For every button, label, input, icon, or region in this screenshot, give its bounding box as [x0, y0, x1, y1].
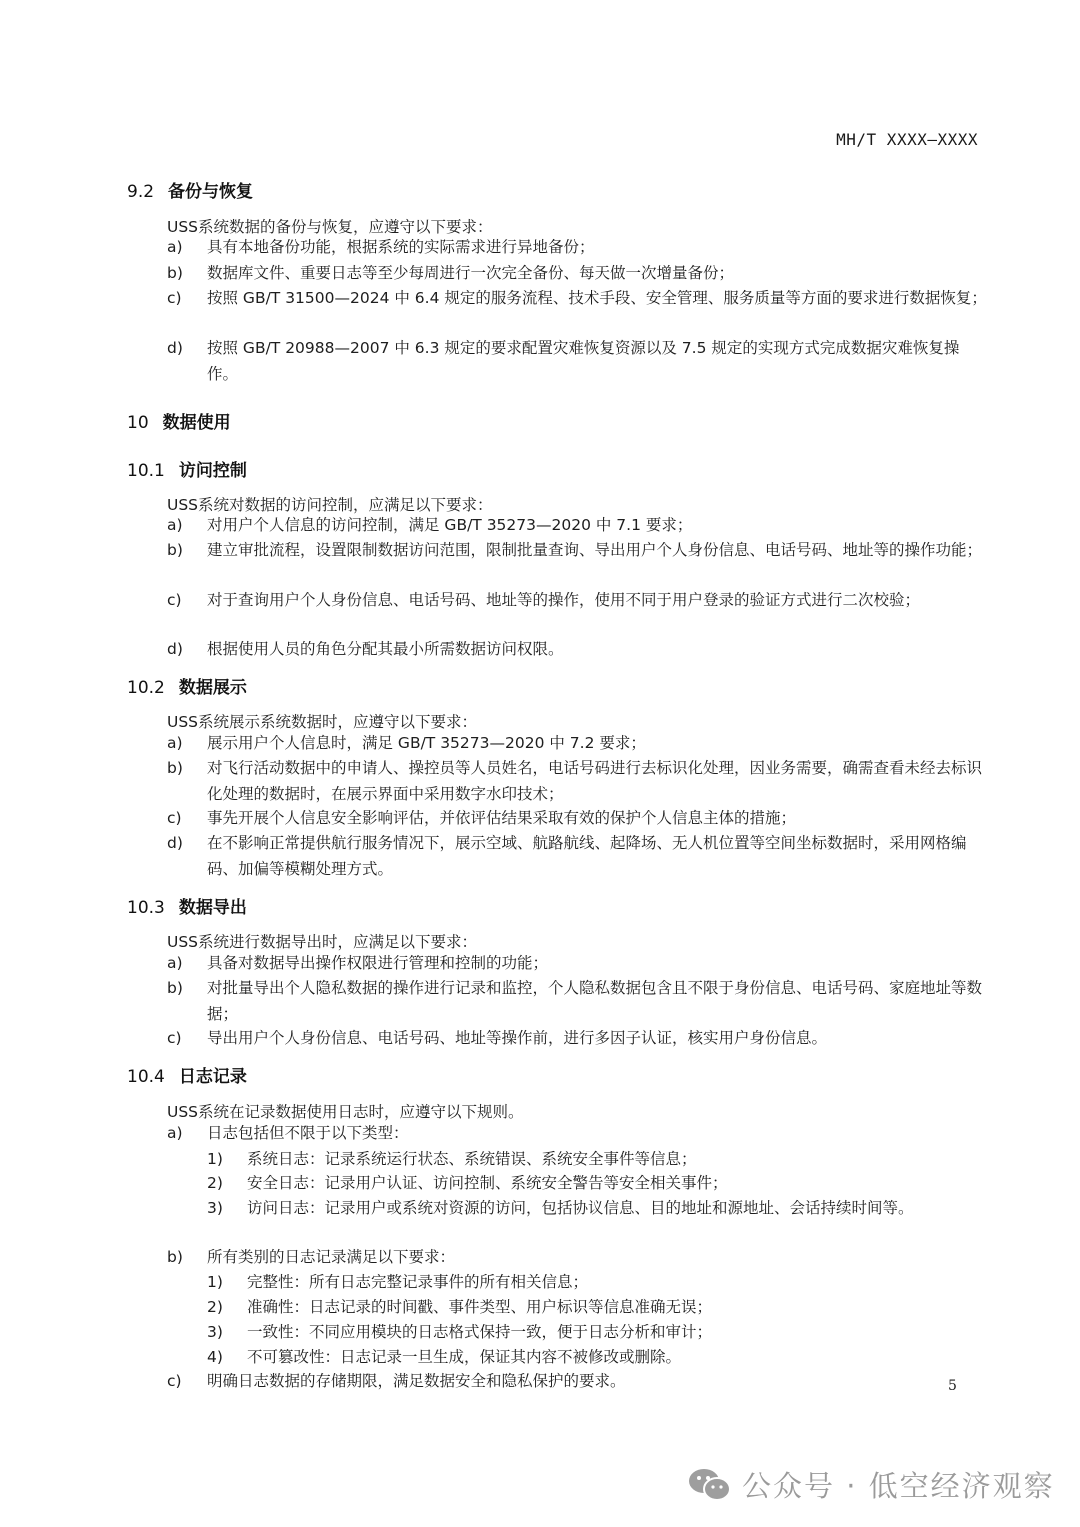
item-label: c) [167, 1372, 182, 1390]
section-intro: USS系统展示系统数据时，应遵守以下要求： [167, 713, 478, 731]
item-text: 导出用户个人身份信息、电话号码、地址等操作前，进行多因子认证，核实用户身份信息。 [207, 1029, 828, 1047]
item-label: d) [167, 834, 183, 852]
item-text: 准确性：日志记录的时间戳、事件类型、用户标识等信息准确无误； [247, 1298, 713, 1316]
item-text: 明确日志数据的存储期限，满足数据安全和隐私保护的要求。 [207, 1372, 626, 1390]
section-title: 备份与恢复 [168, 182, 254, 202]
item-label: 2) [207, 1174, 223, 1192]
item-text: 不可篡改性：日志记录一旦生成，保证其内容不被修改或删除。 [247, 1348, 682, 1366]
section-title: 日志记录 [178, 1067, 247, 1087]
item-label: a) [167, 954, 183, 972]
list-item [167, 830, 987, 882]
item-text: 展示用户个人信息时，满足 GB/T 35273—2020 中 7.2 要求； [207, 734, 646, 752]
item-label: 1) [207, 1273, 223, 1291]
item-text: 完整性：所有日志完整记录事件的所有相关信息； [247, 1273, 589, 1291]
item-label: a) [167, 516, 183, 534]
wechat-icon [688, 1467, 732, 1503]
item-text: 日志包括但不限于以下类型： [207, 1124, 409, 1142]
sub-list-item [207, 1319, 987, 1345]
item-label: a) [167, 734, 183, 752]
item-label: b) [167, 264, 183, 282]
item-label: c) [167, 809, 182, 827]
item-text: 对飞行活动数据中的申请人、操控员等人员姓名，电话号码进行去标识化处理，因业务需要，确需查看未经去标识化处理的数据时，在展示界面中采用数字水印技术； [207, 759, 983, 803]
item-text: 对于查询用户个人身份信息、电话号码、地址等的操作，使用不同于用户登录的验证方式进行二次校验； [207, 591, 921, 609]
item-label: 3) [207, 1323, 223, 1341]
item-text: 按照 GB/T 20988—2007 中 6.3 规定的要求配置灾难恢复资源以及 7.5 规定的实现方式完成数据灾难恢复操作。 [207, 339, 960, 383]
list-item [167, 587, 987, 613]
item-label: d) [167, 640, 183, 658]
section-intro: USS系统数据的备份与恢复，应遵守以下要求： [167, 218, 493, 236]
sub-list-item [207, 1269, 987, 1295]
item-label: 4) [207, 1348, 223, 1366]
item-text: 系统日志：记录系统运行状态、系统错误、系统安全事件等信息； [247, 1150, 697, 1168]
section-title: 数据使用 [162, 413, 231, 433]
item-label: 2) [207, 1298, 223, 1316]
sub-list-item [207, 1344, 987, 1370]
section-number: 10.4 [127, 1067, 165, 1087]
item-label: d) [167, 339, 183, 357]
item-text: 安全日志：记录用户认证、访问控制、系统安全警告等安全相关事件； [247, 1174, 728, 1192]
item-text: 所有类别的日志记录满足以下要求： [207, 1248, 456, 1266]
item-text: 事先开展个人信息安全影响评估，并依评估结果采取有效的保护个人信息主体的措施； [207, 809, 797, 827]
item-label: c) [167, 1029, 182, 1047]
list-item [167, 975, 987, 1027]
sub-list-item [207, 1170, 987, 1196]
item-text: 具有本地备份功能，根据系统的实际需求进行异地备份； [207, 238, 595, 256]
item-text: 对用户个人信息的访问控制，满足 GB/T 35273—2020 中 7.1 要求； [207, 516, 693, 534]
section-number: 10.1 [127, 461, 165, 481]
list-item [167, 260, 987, 286]
watermark-text: 公众号 · 低空经济观察 [742, 1469, 1055, 1503]
list-item [167, 537, 987, 563]
list-item [167, 285, 987, 311]
section-heading-10-1 [127, 456, 247, 481]
section-heading-10 [127, 408, 231, 433]
list-item [167, 730, 987, 756]
item-text: 在不影响正常提供航行服务情况下，展示空域、航路航线、起降场、无人机位置等空间坐标数据时，采用网格编码、加偏等模糊处理方式。 [207, 834, 967, 878]
list-item [167, 1120, 987, 1146]
item-label: c) [167, 289, 182, 307]
section-intro: USS系统进行数据导出时，应满足以下要求： [167, 933, 478, 951]
section-title: 数据展示 [178, 678, 247, 698]
section-intro: USS系统对数据的访问控制，应满足以下要求： [167, 496, 493, 514]
list-item [167, 805, 987, 831]
list-item [167, 755, 987, 807]
watermark [688, 1464, 1055, 1505]
item-text: 一致性：不同应用模块的日志格式保持一致，便于日志分析和审计； [247, 1323, 713, 1341]
item-label: a) [167, 238, 183, 256]
item-text: 根据使用人员的角色分配其最小所需数据访问权限。 [207, 640, 564, 658]
list-item [167, 512, 987, 538]
section-heading-10-2 [127, 673, 247, 698]
list-item [167, 335, 987, 387]
document-code: MH/T XXXX—XXXX [836, 130, 978, 149]
item-label: b) [167, 1248, 183, 1266]
list-item [167, 1025, 987, 1051]
list-item [167, 636, 987, 662]
item-text: 数据库文件、重要日志等至少每周进行一次完全备份、每天做一次增量备份； [207, 264, 735, 282]
section-heading-9-2 [127, 177, 253, 202]
item-label: 1) [207, 1150, 223, 1168]
item-text: 建立审批流程，设置限制数据访问范围，限制批量查询、导出用户个人身份信息、电话号码、地址等的操作功能； [207, 541, 983, 559]
section-number: 10 [127, 413, 149, 433]
item-text: 访问日志：记录用户或系统对资源的访问，包括协议信息、目的地址和源地址、会话持续时间等。 [247, 1199, 914, 1217]
section-title: 数据导出 [178, 898, 247, 918]
section-intro: USS系统在记录数据使用日志时，应遵守以下规则。 [167, 1103, 524, 1121]
section-number: 10.3 [127, 898, 165, 918]
section-heading-10-3 [127, 893, 247, 918]
page-number: 5 [948, 1378, 957, 1394]
item-label: b) [167, 759, 183, 777]
item-label: b) [167, 541, 183, 559]
item-label: 3) [207, 1199, 223, 1217]
list-item [167, 950, 987, 976]
item-label: c) [167, 591, 182, 609]
list-item [167, 234, 987, 260]
list-item [167, 1368, 987, 1394]
item-text: 对批量导出个人隐私数据的操作进行记录和监控，个人隐私数据包含且不限于身份信息、电话号码、家庭地址等数据； [207, 979, 983, 1023]
sub-list-item [207, 1294, 987, 1320]
section-number: 10.2 [127, 678, 165, 698]
section-heading-10-4 [127, 1062, 247, 1087]
item-label: b) [167, 979, 183, 997]
sub-list-item [207, 1146, 987, 1172]
section-number: 9.2 [127, 182, 155, 202]
item-label: a) [167, 1124, 183, 1142]
item-text: 按照 GB/T 31500—2024 中 6.4 规定的服务流程、技术手段、安全管理、服务质量等方面的要求进行数据恢复； [207, 289, 987, 307]
sub-list-item [207, 1195, 987, 1221]
section-title: 访问控制 [178, 461, 247, 481]
item-text: 具备对数据导出操作权限进行管理和控制的功能； [207, 954, 549, 972]
list-item [167, 1244, 987, 1270]
